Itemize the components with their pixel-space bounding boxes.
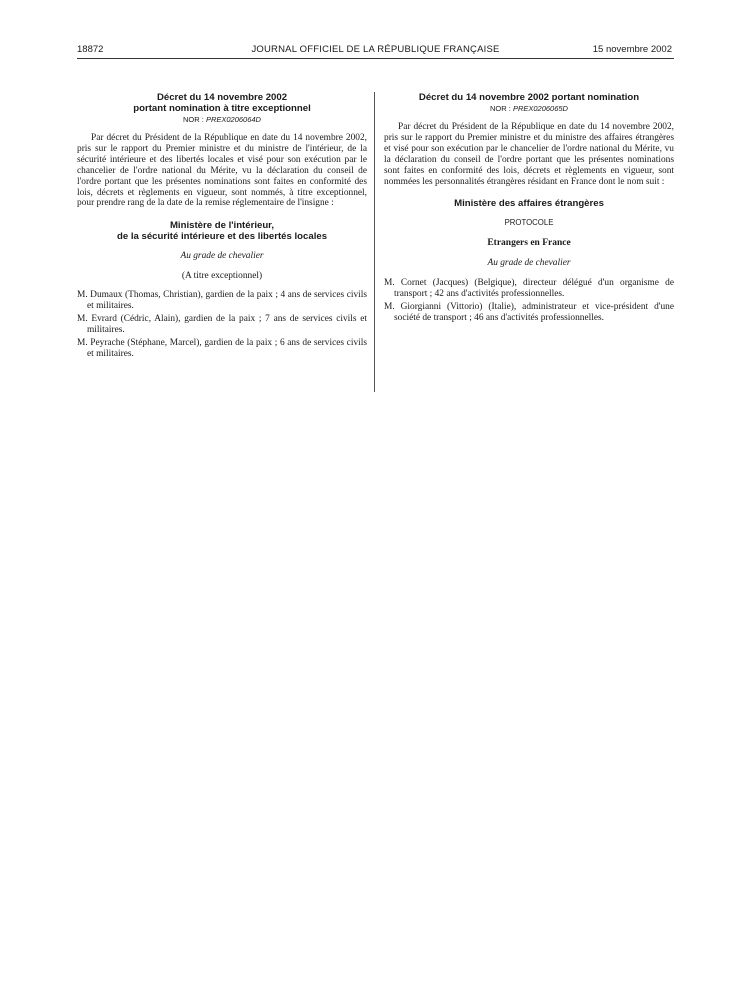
ministry-line1: Ministère de l'intérieur, [169,220,275,232]
decree-paragraph: Par décret du Président de la République en date du 14 novembre 2002, pris sur le rapport du Premier ministre et du ministre de l'intérieur, de la sécurité intérieure et des libertés locales et visé pour son exécution par le chancelier de l'ordre national du Mérite, vu la déclaration du conseil de l'ordre portant que les présentes nominations sont faites en conformité des lois, décrets et règlements en vigueur, sont nommés, à titre exceptionnel, pour prendre rang de la date de la remise réglementaire de l'insigne : [77,133,367,209]
nor-label: NOR : [183,115,204,124]
decree-title-line2: portant nomination à titre exceptionnel [133,103,311,114]
exceptional-note: (A titre exceptionnel) [181,271,263,282]
issue-date: 15 novembre 2002 [592,44,672,55]
left-column [77,92,367,362]
decree-paragraph: Par décret du Président de la République en date du 14 novembre 2002, pris sur le rapport du Premier ministre et du ministre des affaires étrangères et visé pour son exécution par le chancelier de l'ordre national du Mérite, vu la déclaration du conseil de l'ordre portant que les présentes nominations sont faites en conformité des lois, décrets et règlements en vigueur, sont nommées les personnalités étrangères résidant en France dont le nom suit : [384,122,674,187]
nominee-entry: M. Peyrache (Stéphane, Marcel), gardien de la paix ; 6 ans de services civils et militaires. [77,337,367,359]
column-divider [374,92,375,392]
ministry-line2: de la sécurité intérieure et des libertés locales [116,231,328,243]
ministry-heading: Ministère des affaires étrangères [454,198,604,210]
page-header [77,40,674,59]
nor-label: NOR : [490,104,511,113]
decree-title-line1: Décret du 14 novembre 2002 [156,92,288,103]
ministry-heading [77,220,367,242]
nominee-entry: M. Dumaux (Thomas, Christian), gardien de la paix ; 4 ans de services civils et militaires. [77,290,367,312]
nominee-entry: M. Evrard (Cédric, Alain), gardien de la paix ; 7 ans de services civils et militaires. [77,314,367,336]
section-heading: Etrangers en France [487,238,571,249]
decree-title: Décret du 14 novembre 2002 portant nomination [418,92,640,103]
nor-code: PREX0206065D [512,104,568,113]
nor-reference [384,104,674,114]
page-number: 18872 [77,44,104,55]
protocol-heading: PROTOCOLE [504,218,554,228]
grade-heading: Au grade de chevalier [487,258,571,269]
nominee-entry: M. Cornet (Jacques) (Belgique), directeur délégué d'un organisme de transport ; 42 ans d'activités professionnelles. [384,278,674,300]
nominee-entry: M. Giorgianni (Vittorio) (Italie), administrateur et vice-président d'une société de transport ; 46 ans d'activités professionnelles. [384,302,674,324]
nor-code: PREX0206064D [205,115,261,124]
grade-heading: Au grade de chevalier [180,251,264,262]
journal-title: JOURNAL OFFICIEL DE LA RÉPUBLIQUE FRANÇAISE [251,44,500,55]
nor-reference [77,115,367,125]
right-column [384,92,674,326]
